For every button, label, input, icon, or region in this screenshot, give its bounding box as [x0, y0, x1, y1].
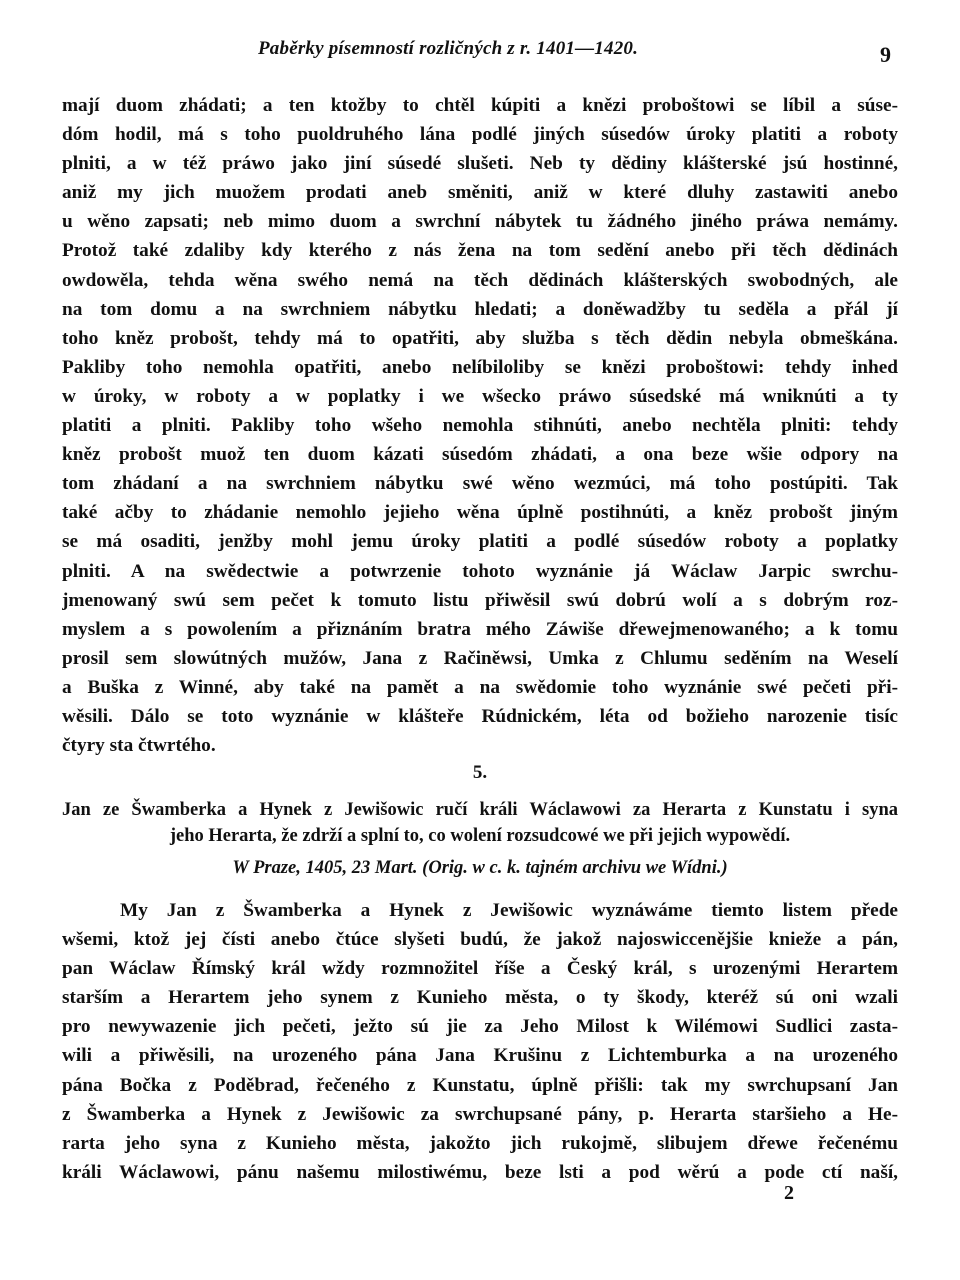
- text-line: wěsili. Dálo se toto wyznánie w klášteře Rúdnickém, léta od božieho narozenie tisíc: [62, 705, 898, 727]
- text-line: platiti a plniti. Pakliby toho wšeho nemohla stihnúti, anebo nechtěla plniti: tehdy: [62, 415, 898, 437]
- running-head: [0, 38, 960, 68]
- text-line: rarta jeho syna z Kunieho města, jakožto jich rukojmě, slibujem dřewe řečenému: [62, 1132, 898, 1154]
- text-line: toho kněz probošt, tehdy má to opatřiti, aby služba s těch dědin nebyla obmeškána.: [62, 327, 898, 349]
- text-line: Protož také zdaliby kdy kterého z nás žena na tom sedění anebo při těch dědinách: [62, 240, 898, 262]
- document-summary: [62, 797, 898, 849]
- text-line: pan Wáclaw Římský král wždy rozmnožitel říše a Český král, s urozenými Herartem: [62, 958, 898, 980]
- text-line: tom zhádaní a na swrchniem nábytku swé wěno wezmúci, má toho postúpiti. Tak: [62, 473, 898, 495]
- text-line: starším a Herartem jeho synem z Kunieho města, o ty škody, kteréž sú oni wzali: [62, 987, 898, 1009]
- page-number: 9: [880, 42, 891, 67]
- summary-line: Jan ze Šwamberka a Hynek z Jewišowic ručí králi Wáclawowi za Herarta z Kunstatu i syna: [62, 800, 898, 820]
- paragraph-2: [62, 896, 898, 1187]
- text-line: w úroky, w roboty a w poplatky i we wšecko práwo súsedské má wniknúti a ty: [62, 385, 898, 407]
- text-line: čtyry sta čtwrtého.: [62, 735, 216, 757]
- text-line: jmenowaný swú sem pečet k tomuto listu přiwěsil swú dobrú wolí a s dobrým roz-: [62, 589, 898, 611]
- text-line: kněz probošt muož ten duom kázati súsedóm zhádati, a ona beze wšie odpory na: [62, 444, 898, 466]
- text-line: My Jan z Šwamberka a Hynek z Jewišowic wyznáwáme tiemto listem přede: [120, 900, 898, 921]
- text-line: plniti, a w též práwo jako jiní súsedé slušeti. Neb ty dědiny klášterské jsú hostinné,: [62, 153, 898, 175]
- text-line: owdowěla, tehda wěna swého nemá na těch dědinách klášterských swobodných, ale: [62, 269, 898, 291]
- text-line: králi Wáclawowi, pánu našemu milostiwému, beze lsti a pod wěrú a pode ctí naší,: [62, 1161, 898, 1183]
- text-line: aniž my jich muožem prodati aneb směniti, aniž w které dluhy zastawiti anebo: [62, 182, 898, 204]
- text-line: myslem a s powolením a přiznáním bratra mého Záwiše dřewejmenowaného; a k tomu: [62, 618, 898, 640]
- text-line: z Šwamberka a Hynek z Jewišowic za swrchupsané pány, p. Herarta staršieho a He-: [62, 1103, 898, 1125]
- text-line: wšemi, ktož jej čísti anebo čtúce slyšeti budú, že jakož najoswiccenějšie knieže a pán,: [62, 929, 898, 951]
- text-line: mají duom zhádati; a ten ktožby to chtěl kúpiti a knězi proboštowi se líbil a súse-: [62, 95, 898, 116]
- running-title: Paběrky písemností rozličných z r. 1401—1420.: [258, 38, 639, 59]
- paragraph-1: [62, 91, 898, 760]
- text-line: wili a přiwěsili, na urozeného pána Jana Krušinu z Lichtemburka a na urozeného: [62, 1045, 898, 1067]
- signature-mark: 2: [784, 1182, 794, 1204]
- text-line: a Buška z Winné, aby také na pamět a na swědomie toho wyznánie swé pečeti při-: [62, 676, 898, 698]
- text-line: Pakliby toho nemohla opatřiti, anebo nelíbiloliby se knězi proboštowi: tehdy inhed: [62, 356, 898, 378]
- text-line: dóm hodil, má s toho puoldruhého lána podlé jiných súsedów úroky platiti a roboty: [62, 124, 898, 146]
- text-line: prosil sem slowútných mužów, Jana z Račiněwsi, Umka z Chlumu seděním na Weselí: [62, 647, 898, 669]
- document-number: 5.: [472, 762, 488, 783]
- text-line: u wěno zapsati; neb mimo duom a swrchní nábytek tu žádného jiného práwa nemámy.: [62, 211, 898, 233]
- summary-line: jeho Herarta, že zdrží a splní to, co wolení rozsudcowé we při jejich wypowědí.: [169, 826, 791, 846]
- document-source: W Praze, 1405, 23 Mart. (Orig. w c. k. tajném archivu we Wídni.): [232, 858, 728, 878]
- text-line: pro newywazenie jich pečeti, ježto sú jie za Jeho Milost k Wilémowi Sudlici zasta-: [62, 1016, 898, 1038]
- text-line: se má osaditi, jenžby mohl jemu úroky platiti a podlé súsedów roboty a poplatky: [62, 531, 898, 553]
- text-line: pána Bočka z Poděbrad, řečeného z Kunstatu, úplně přišli: tak my swrchupsaní Jan: [62, 1074, 898, 1096]
- text-line: plniti. A na swědectwie a potwrzenie tohoto wyznánie já Wáclaw Jarpic swrchu-: [62, 560, 898, 582]
- text-line: na tom domu a na swrchniem nábytku hledati; a doněwadžby tu seděla a přál jí: [62, 298, 898, 320]
- text-line: také ačby to zhádanie nemohlo jejieho wěna úplně postihnúti, a kněz probošt jiným: [62, 502, 898, 524]
